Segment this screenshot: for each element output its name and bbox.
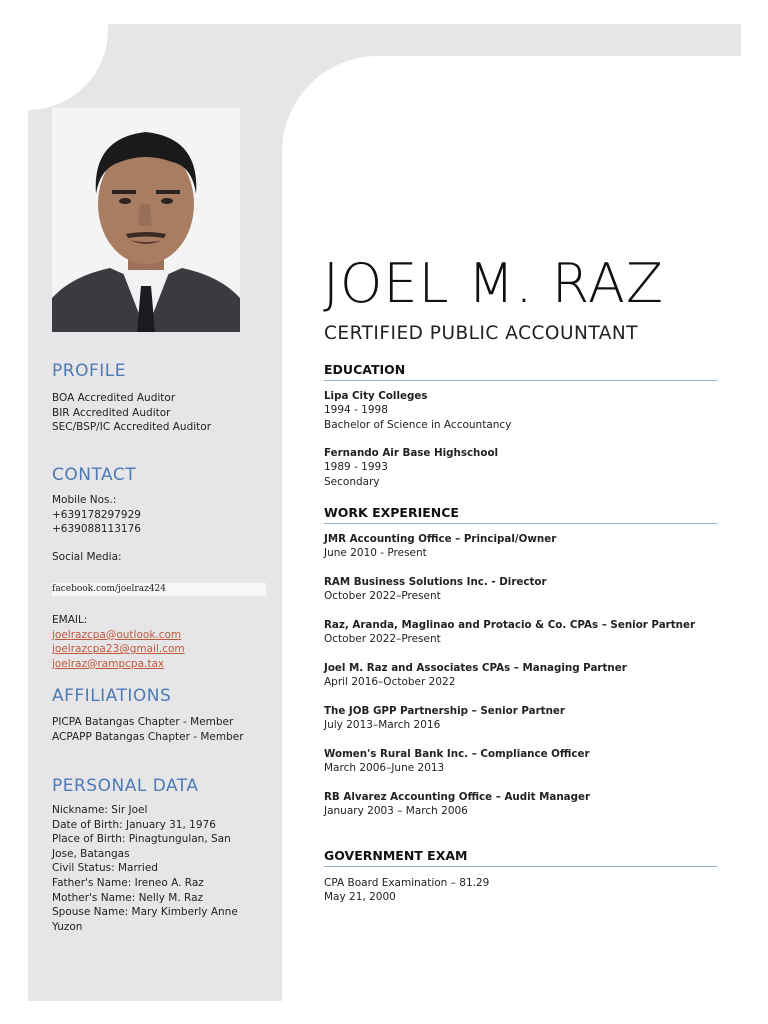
mobile-label: Mobile Nos.: <box>52 494 117 506</box>
personal-line: Nickname: Sir Joel <box>52 804 148 816</box>
person-name: JOEL M. RAZ <box>323 252 664 315</box>
work-period: January 2003 – March 2006 <box>324 805 468 818</box>
personal-line: Spouse Name: Mary Kimberly Anne <box>52 906 238 919</box>
email-link[interactable]: joelraz@rampcpa.tax <box>52 657 165 670</box>
work-heading: WORK EXPERIENCE <box>324 505 717 524</box>
mobile-block <box>52 493 141 537</box>
profile-photo <box>52 108 240 332</box>
personal-line: Place of Birth: Pinagtungulan, San <box>52 833 231 846</box>
work-period: June 2010 - Present <box>324 547 427 560</box>
portrait-illustration <box>52 108 240 332</box>
school-years: 1989 - 1993 <box>324 461 388 474</box>
mobile-number: +639088113176 <box>52 523 141 536</box>
personal-line: Jose, Batangas <box>52 847 130 860</box>
exam-line: May 21, 2000 <box>324 891 396 904</box>
profile-line: BIR Accredited Auditor <box>52 406 171 419</box>
school-name: Fernando Air Base Highschool <box>324 447 499 459</box>
work-item <box>324 747 590 776</box>
school-detail: Secondary <box>324 475 380 488</box>
exam-heading: GOVERNMENT EXAM <box>324 848 717 867</box>
personal-line: Father's Name: Ireneo A. Raz <box>52 876 204 889</box>
affiliations-heading: AFFILIATIONS <box>52 686 172 706</box>
profile-list <box>52 391 211 435</box>
personal-line: Date of Birth: January 31, 1976 <box>52 818 216 831</box>
school-name: Lipa City Colleges <box>324 390 428 402</box>
affiliation-line: PICPA Batangas Chapter - Member <box>52 716 234 728</box>
personal-data-heading: PERSONAL DATA <box>52 776 199 796</box>
profile-heading: PROFILE <box>52 361 126 381</box>
facebook-text: facebook.com/joelraz424 <box>52 584 167 594</box>
work-period: July 2013–March 2016 <box>324 719 441 732</box>
personal-line: Mother's Name: Nelly M. Raz <box>52 891 204 904</box>
exam-line: CPA Board Examination – 81.29 <box>324 877 490 889</box>
personal-line: Yuzon <box>52 920 83 933</box>
work-role: Women's Rural Bank Inc. – Compliance Officer <box>324 748 590 760</box>
work-item <box>324 704 565 733</box>
work-role: RAM Business Solutions Inc. - Director <box>324 576 547 588</box>
profile-line: SEC/BSP/IC Accredited Auditor <box>52 421 212 434</box>
contact-heading: CONTACT <box>52 465 137 485</box>
work-role: Raz, Aranda, Maglinao and Protacio & Co. CPAs – Senior Partner <box>324 619 696 631</box>
exam-item <box>324 876 489 905</box>
affiliations-list <box>52 715 244 744</box>
work-role: RB Alvarez Accounting Office – Audit Manager <box>324 791 591 803</box>
work-role: The JOB GPP Partnership – Senior Partner <box>324 705 565 717</box>
social-label: Social Media: <box>52 551 122 563</box>
school-years: 1994 - 1998 <box>324 404 388 417</box>
work-item <box>324 618 695 647</box>
work-role: Joel M. Raz and Associates CPAs – Managing Partner <box>324 662 627 674</box>
affiliation-line: ACPAPP Batangas Chapter - Member <box>52 730 244 743</box>
school-detail: Bachelor of Science in Accountancy <box>324 418 512 431</box>
email-link[interactable]: joelrazcpa@outlook.com <box>52 628 182 641</box>
education-item <box>324 389 511 432</box>
profile-line: BOA Accredited Auditor <box>52 392 176 404</box>
person-title: CERTIFIED PUBLIC ACCOUNTANT <box>324 323 638 344</box>
personal-data-list <box>52 803 238 934</box>
work-item <box>324 532 556 561</box>
work-item <box>324 661 627 690</box>
email-block <box>52 613 185 671</box>
work-item <box>324 575 547 604</box>
work-period: October 2022–Present <box>324 590 441 603</box>
work-period: April 2016–October 2022 <box>324 676 456 689</box>
facebook-link[interactable] <box>52 583 266 596</box>
education-item <box>324 446 498 489</box>
email-link[interactable]: joelrazcpa23@gmail.com <box>52 643 185 656</box>
work-period: October 2022–Present <box>324 633 441 646</box>
mobile-number: +639178297929 <box>52 508 141 521</box>
personal-line: Civil Status: Married <box>52 862 158 875</box>
work-item <box>324 790 590 819</box>
work-role: JMR Accounting Office – Principal/Owner <box>324 533 557 545</box>
work-period: March 2006–June 2013 <box>324 762 445 775</box>
email-label: EMAIL: <box>52 614 88 626</box>
education-heading: EDUCATION <box>324 362 717 381</box>
